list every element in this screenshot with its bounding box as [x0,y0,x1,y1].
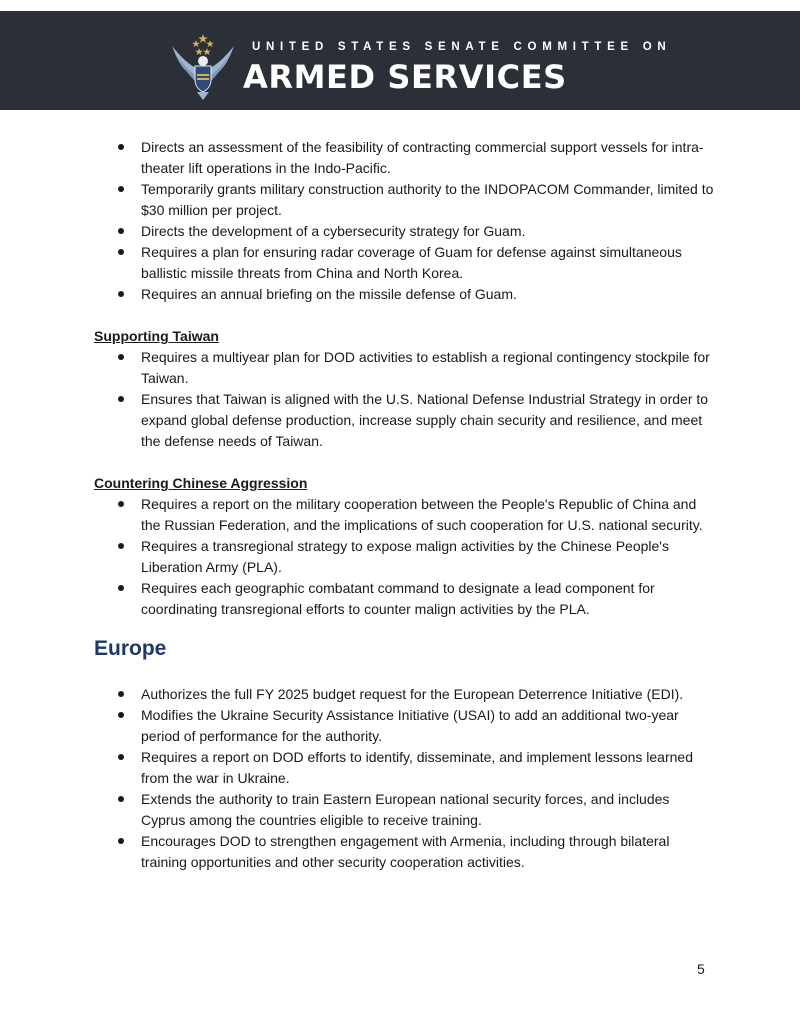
header-banner [0,11,800,110]
intro-bullet-list [94,137,714,305]
europe-bullet-list [94,684,714,873]
page-number: 5 [697,961,705,977]
list-item: Requires each geographic combatant command to designate a lead component for coordinating transregional efforts to counter malign activities by the PLA. [94,578,714,620]
list-item: Requires a report on the military cooperation between the People's Republic of China and the Russian Federation, and the implications of such cooperation for U.S. national security. [94,494,714,536]
list-item: Authorizes the full FY 2025 budget request for the European Deterrence Initiative (EDI). [94,684,714,705]
eagle-seal-icon [166,32,240,102]
taiwan-bullet-list [94,347,714,452]
europe-section-heading: Europe [94,637,167,660]
document-body [94,137,714,873]
list-item: Extends the authority to train Eastern European national security forces, and includes Cyprus among the countries eligible to receive training. [94,789,714,831]
china-bullet-list [94,494,714,620]
list-item: Directs the development of a cybersecurity strategy for Guam. [94,221,714,242]
list-item: Requires an annual briefing on the missile defense of Guam. [94,284,714,305]
list-item: Directs an assessment of the feasibility of contracting commercial support vessels for intra-theater lift operations in the Indo-Pacific. [94,137,714,179]
list-item: Requires a report on DOD efforts to identify, disseminate, and implement lessons learned from the war in Ukraine. [94,747,714,789]
banner-subtitle: UNITED STATES SENATE COMMITTEE ON [252,41,672,53]
list-item: Modifies the Ukraine Security Assistance Initiative (USAI) to add an additional two-year period of performance for the authority. [94,705,714,747]
list-item: Requires a multiyear plan for DOD activities to establish a regional contingency stockpile for Taiwan. [94,347,714,389]
list-item: Temporarily grants military construction authority to the INDOPACOM Commander, limited to $30 million per project. [94,179,714,221]
list-item: Encourages DOD to strengthen engagement with Armenia, including through bilateral training opportunities and other security cooperation activities. [94,831,714,873]
countering-chinese-aggression-heading: Countering Chinese Aggression [94,475,308,491]
list-item: Requires a plan for ensuring radar coverage of Guam for defense against simultaneous ballistic missile threats from China and North Korea. [94,242,714,284]
list-item: Ensures that Taiwan is aligned with the U.S. National Defense Industrial Strategy in order to expand global defense production, increase supply chain security and resilience, and meet the defense needs of Taiwan. [94,389,714,452]
list-item: Requires a transregional strategy to expose malign activities by the Chinese People's Liberation Army (PLA). [94,536,714,578]
supporting-taiwan-heading: Supporting Taiwan [94,328,219,344]
banner-title: ARMED SERVICES [243,58,567,96]
